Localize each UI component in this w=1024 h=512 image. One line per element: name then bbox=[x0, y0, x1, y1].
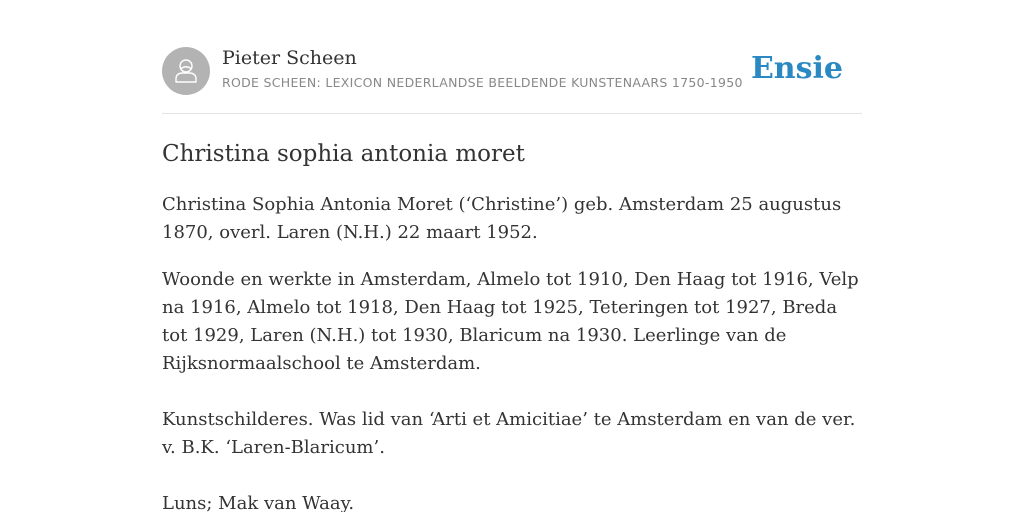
content-container bbox=[162, 0, 862, 512]
user-icon bbox=[162, 47, 210, 95]
article-paragraph-profession: Kunstschilderes. Was lid van ‘Arti et Amicitiae’ te Amsterdam en van de ver. v. B.K. ‘Laren-Blaricum’. bbox=[162, 409, 856, 458]
ensie-logo[interactable]: Ensie bbox=[750, 51, 843, 86]
article-header bbox=[162, 0, 862, 114]
article-paragraph-sources: Luns; Mak van Waay. bbox=[162, 493, 355, 512]
article-body bbox=[162, 191, 862, 512]
source-label[interactable]: RODE SCHEEN: LEXICON NEDERLANDSE BEELDENDE KUNSTENAARS 1750-1950 bbox=[222, 75, 743, 90]
page-title: Christina sophia antonia moret bbox=[162, 141, 525, 167]
author-name[interactable]: Pieter Scheen bbox=[222, 47, 357, 69]
article-paragraph-intro: Christina Sophia Antonia Moret (‘Christine’) geb. Amsterdam 25 augustus 1870, overl. Laren (N.H.) 22 maart 1952. bbox=[162, 194, 842, 243]
paragraph-spacer bbox=[162, 378, 862, 406]
article-paragraph-residence: Woonde en werkte in Amsterdam, Almelo tot 1910, Den Haag tot 1916, Velp na 1916, Almelo tot 1918, Den Haag tot 1925, Teteringen tot 1927, Breda tot 1929, Laren (N.H.) tot 1930, Blaricum na 1930. Leerlinge van de Rijksnormaalschool te Amsterdam. bbox=[162, 269, 859, 374]
paragraph-spacer bbox=[162, 462, 862, 490]
avatar[interactable] bbox=[162, 47, 210, 95]
